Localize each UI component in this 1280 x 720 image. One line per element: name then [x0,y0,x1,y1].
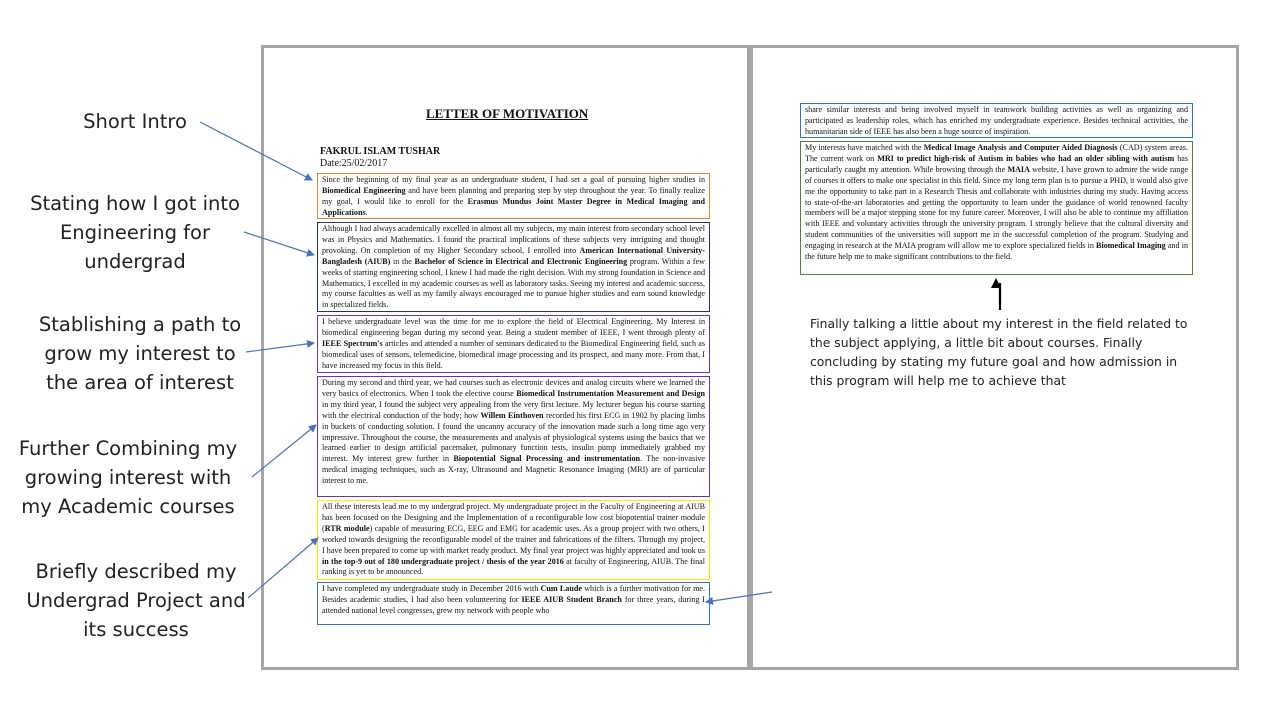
text-segment: All these interests lead me to my undergrad project. My undergraduate project in the Faculty of Engineering at AIUB has been focused on the Designing and the Implementation of a reconfigurable low cost biopotential trainer module ( [322,502,705,533]
arrow-combining [252,425,316,477]
text-segment: in the top-9 out of 180 undergraduate project / thesis of the year 2016 [322,556,564,566]
text-segment: articles and attended a number of seminars dedicated to the Biomedical Engineering field, such as biomedical uses of sensors, telemedicine, biomedical image processing and its prospect, and many more. From that, I have increased my focus in this field. [322,338,705,370]
arrow-engineering [244,232,314,255]
text-segment: Biomedical Instrumentation Measurement and Design [516,388,705,398]
arrow-project [248,538,318,598]
text-segment: My interests have matched with the [805,143,924,152]
text-segment: in my third year, I found the subject very appealing from the very first lecture. My lecturer begun his course starting with the electrical conduction of the body; how [322,399,705,420]
text-segment: for three years, during I attended national level congresses, grew my network with people who [322,594,705,615]
text-segment: Although I had always academically excelled in almost all my subjects, my main interest from secondary school level was in Physics and Mathematics. I found the practical implications of these subjects very intriguing and thought provoking. On completion of my Higher Secondary school, I enrolled into [322,224,705,255]
text-segment: During my second and third year, we had courses such as electronic devices and analog circuits where we learned the very basics of electronics. When I took the elective course [322,378,705,398]
text-segment: Medical Image Analysis and Computer Aided Diagnosis [923,143,1118,152]
text-segment: and in the future help me to make significant contributions to the field. [805,241,1188,262]
text-segment: in the [390,256,415,266]
text-segment: RTR module [324,523,370,533]
text-segment: and have been planning and preparing step by step throughout the year. To finally realize my goal, I would like to enroll for the [322,185,705,206]
text-segment: program. Within a few weeks of starting engineering school, I knew I had made the right decision. With my strong foundation in Science and Mathematics, I excelled in my academic courses as well as laboratory tasks. Seeing my interest and academic success, my course faculties as well as my family always encouraged me to pursue higher studies and earn sound knowledge in specialized fields. [322,256,706,310]
text-segment: share similar interests and being involved myself in teamwork building activities as well as organizing and participated as leadership roles, which has enriched my undergraduate experience. Besides technical activities, the humanitarian side of IEEE has also been a huge source of inspiration. [805,105,1188,136]
text-segment: Erasmus Mundus Joint Master Degree in Medical Imaging and Applications [322,196,706,217]
arrow-short-intro [200,122,312,180]
text-segment: has particularly caught my attention. While browsing through the [805,153,1189,174]
text-segment: . [365,207,368,217]
text-segment: ) capable of measuring ECG, EEG and EMG for academic uses. As a group project with two others, I worked towards designing the reconfigurable model of the trainer and fabrications of the filters. Through my project, I have been prepared to come up with market ready product. My final year project was highly appreciated and took us [322,523,705,555]
text-segment: MAIA [1007,164,1030,174]
text-segment: Biopotential Signal Processing and instrumentation [453,454,641,464]
text-segment: I have completed my undergraduate study in December 2016 with [322,584,541,593]
text-segment: (CAD) system areas. The current work on [805,143,1189,163]
text-segment: IEEE Spectrum's [322,338,383,348]
text-segment: Willem Einthoven [480,410,544,420]
annotation-project: Briefly described my Undergrad Project and its success [26,560,246,641]
text-segment: Bachelor of Science in Electrical and Electronic Engineering [414,256,628,266]
text-segment: Biomedical Engineering [322,185,406,195]
text-segment: American International University-Bangladesh (AIUB) [322,245,705,266]
annotation-path: Stablishing a path to grow my interest to the area of interest [38,313,242,394]
text-segment: recorded his first ECG in 1902 by placing limbs in buckets of conducting solution. I found the uncanny accuracy of the innovation made such a long time ago very impressive. Throughout the course, the measurements and analysis of physiological systems using the basics that we learned earlier to design artificial pacemaker, pulmonary function tests, insulin pump immediately grabbed my interest. My interest grew further in [322,410,705,464]
annotation-final-note: Finally talking a little about my interest in the field related to the subject applying, a little bit about courses. Finally concluding by stating my future goal and how admission in this program will help me to achieve that [810,316,1188,388]
arrow-path [246,343,314,352]
text-segment: MRI to predict high-risk of Autism in babies who had an older sibling with autism [877,153,1175,163]
text-segment: at faculty of Engineering, AIUB. The final ranking is yet to be announced. [322,556,705,577]
letter-date: Date:25/02/2017 [320,158,388,169]
annotation-short-intro: Short Intro [83,110,187,133]
text-segment: . The non-invasive medical imaging techniques, such as X-ray, Ultrasound and Magnetic Resonance Imaging (MRI) are of particular interest to me. [322,454,705,486]
text-segment: Biomedical Imaging [1096,241,1166,251]
text-segment: Since the beginning of my final year as an undergraduate student, I had set a goal of pursuing higher studies in [322,175,705,184]
text-segment: I believe undergraduate level was the time for me to explore the field of Electrical Engineering. My Interest in biomedical engineering began during my second year. Being a student member of IEEE, I went through plenty of [322,317,705,337]
letter-author: FAKRUL ISLAM TUSHAR [320,146,441,157]
annotation-engineering: Stating how I got into Engineering for undergrad [30,192,240,273]
text-segment: IEEE AIUB Student Branch [521,594,622,604]
annotation-combining: Further Combining my growing interest with my Academic courses [18,437,238,518]
letter-title: LETTER OF MOTIVATION [426,106,589,121]
text-segment: which is a further motivation for me. Besides academic studies, I had also been volunteering for [322,584,706,604]
text-segment: website, I have grown to admire the wide range of courses it offers to make one specialist in this field. Since my long term plan is to pursue a PHD, it would also give me the opportunity to take part in a Research Thesis and collaborate with industries during my study. Having access to state-of-the-art laboratories and getting the opportunity to learn under the guidance of world renowned faculty members will be a major stepping stone for my future career. Moreover, I will also be able to continue my affiliation with IEEE and voluntary activities through the university program. I strongly believe that the cultural diversity and student communities of the universities will support me in the successful completion of the program. Studying and engaging in research at the MAIA program will allow me to explore specialized fields in [805,164,1188,251]
text-segment: Cum Laude [540,584,582,593]
arrow-cocurricular [706,592,772,602]
